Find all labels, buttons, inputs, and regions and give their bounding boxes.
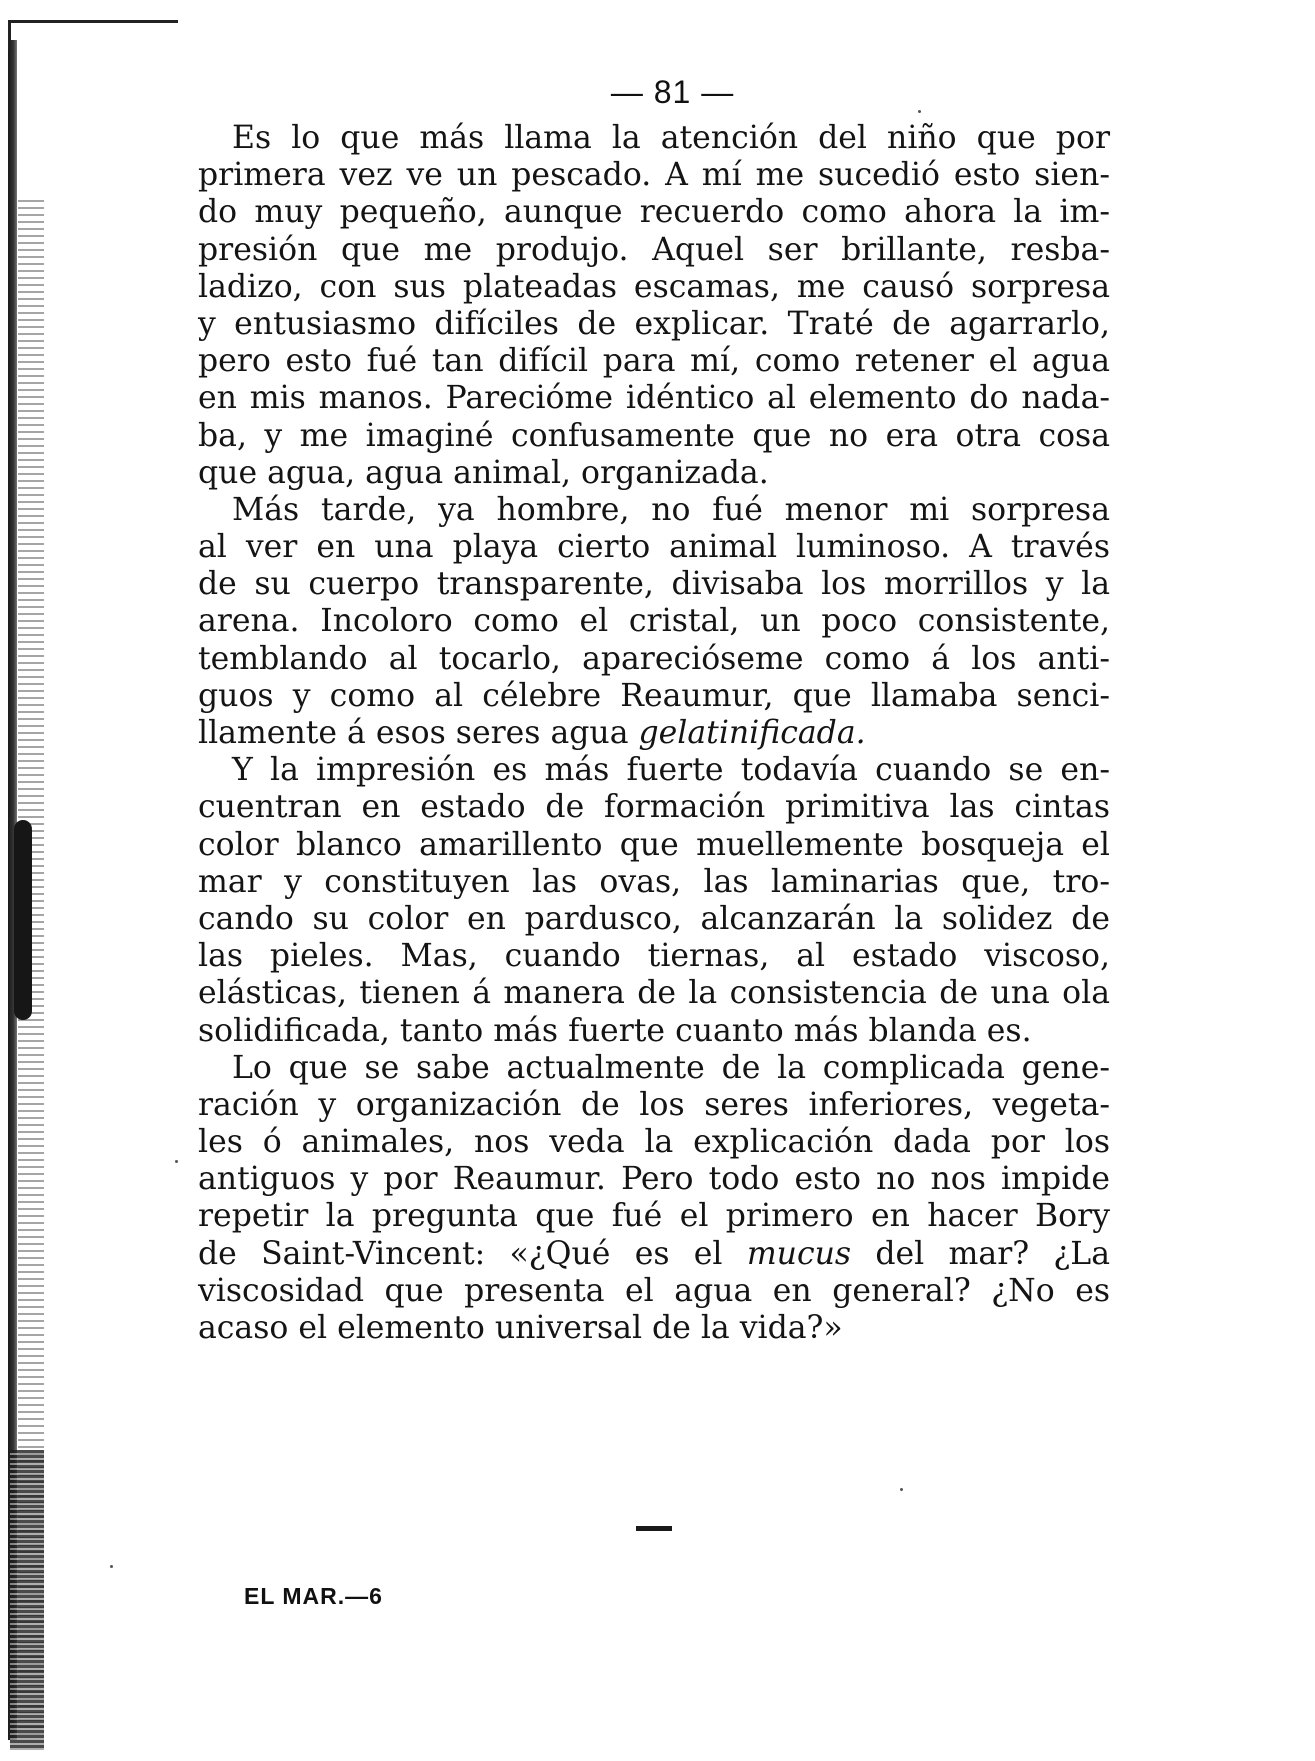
scan-corner-rule — [8, 20, 178, 23]
text-line — [198, 715, 1110, 752]
text-line: do muy pequeño, aunque recuerdo como ahora la im- — [198, 194, 1110, 231]
text-line: Es lo que más llama la atención del niño que por — [232, 120, 1110, 156]
text-line: que agua, agua animal, organizada. — [198, 454, 769, 491]
text-line: de su cuerpo transparente, divisaba los morrillos y la — [198, 566, 1110, 603]
binding-dark-mark — [14, 820, 32, 1020]
text-line: Y la impresión es más fuerte todavía cuando se en- — [232, 752, 1110, 789]
text-line: cando su color en pardusco, alcanzarán la solidez de — [198, 900, 1110, 937]
body-text — [198, 120, 1110, 1347]
text-line: presión que me produjo. Aquel ser brillante, resba- — [198, 231, 1110, 268]
text-line: temblando al tocarlo, aparecióseme como á los anti- — [198, 640, 1110, 677]
scan-corner-rule-vertical — [8, 20, 11, 50]
text-line: ladizo, con sus plateadas escamas, me causó sorpresa — [198, 268, 1110, 305]
text-line: cuentran en estado de formación primitiva las cintas — [198, 789, 1110, 826]
binding-stitching — [10, 1450, 44, 1750]
text-line: solidificada, tanto más fuerte cuanto más blanda es. — [198, 1012, 1032, 1049]
text-line: Más tarde, ya hombre, no fué menor mi sorpresa — [232, 491, 1110, 528]
text-line: color blanco amarillento que muellemente bosqueja el — [198, 826, 1110, 863]
scan-speck — [918, 110, 921, 113]
signature-mark: EL MAR.—6 — [244, 1583, 383, 1609]
binding-edge — [0, 0, 56, 1761]
text-segment: llamente á esos seres agua — [198, 715, 629, 751]
scan-speck — [175, 1160, 178, 1163]
text-line: Lo que se sabe actualmente de la complicada gene- — [232, 1049, 1110, 1086]
text-line: antiguos y por Reaumur. Pero todo esto no nos impide — [198, 1161, 1110, 1198]
text-line: primera vez ve un pescado. A mí me sucedió esto sien- — [198, 157, 1110, 194]
text-line: al ver en una playa cierto animal luminoso. A través — [198, 529, 1110, 566]
italic-term: gelatinificada. — [638, 715, 866, 751]
text-line: en mis manos. Parecióme idéntico al elemento do nada- — [198, 380, 1110, 417]
italic-term: mucus — [746, 1235, 852, 1272]
text-segment: de Saint-Vincent: «¿Qué es el — [198, 1235, 723, 1272]
text-line: y entusiasmo difíciles de explicar. Traté de agarrarlo, — [198, 305, 1110, 342]
text-line: acaso el elemento universal de la vida?» — [198, 1310, 843, 1346]
text-line: pero esto fué tan difícil para mí, como retener el agua — [198, 343, 1110, 380]
text-line: ración y organización de los seres inferiores, vegeta- — [198, 1086, 1110, 1123]
text-line: guos y como al célebre Reaumur, que llamaba senci- — [198, 677, 1110, 714]
text-line: las pieles. Mas, cuando tiernas, al estado viscoso, — [198, 938, 1110, 975]
scan-speck — [900, 1488, 903, 1491]
text-line: arena. Incoloro como el cristal, un poco consistente, — [198, 603, 1110, 640]
text-line: ba, y me imaginé confusamente que no era otra cosa — [198, 417, 1110, 454]
text-segment: del mar? ¿La — [875, 1235, 1111, 1272]
scan-speck — [110, 1565, 113, 1568]
section-end-rule — [636, 1526, 672, 1531]
text-line: elásticas, tienen á manera de la consistencia de una ola — [198, 975, 1110, 1012]
text-line: viscosidad que presenta el agua en general? ¿No es — [198, 1272, 1110, 1309]
text-line — [198, 1236, 1110, 1273]
text-line: les ó animales, nos veda la explicación dada por los — [198, 1124, 1110, 1161]
text-line: mar y constituyen las ovas, las laminarias que, tro- — [198, 863, 1110, 900]
text-line: repetir la pregunta que fué el primero en hacer Bory — [198, 1198, 1110, 1235]
page-number: — 81 — — [610, 74, 735, 110]
